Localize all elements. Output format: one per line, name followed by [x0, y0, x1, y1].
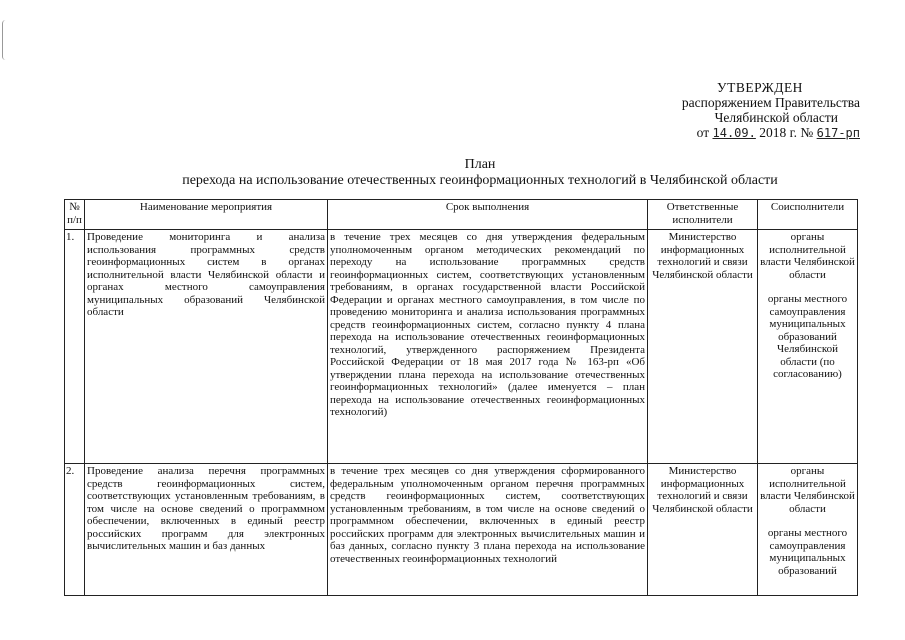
approval-title: УТВЕРЖДЕН [717, 80, 803, 95]
header-co-executors: Соисполнители [758, 200, 858, 230]
plan-title: План [464, 157, 496, 172]
header-responsible: Ответственные исполнители [648, 200, 758, 230]
row-num: 2. [65, 464, 85, 596]
row-deadline: в течение трех месяцев со дня утверждения федеральным уполномоченным органом методических рекомендаций по переходу на использование программных средств геоинформационных систем, соответствующих установленным требованиям, в органах государственной власти Российской Федерации и органах местного самоуправления, в том числе по проведению мониторинга и анализа использования программных средств геоинформационных систем, согласно пункту 4 плана перехода на использование отечественных геоинформационных технологий, утвержденного распоряжением Президента Российской Федерации от 18 мая 2017 года № 163-рп «Об утверждении плана перехода на использование отечественных геоинформационных технологий» (далее именуется – план перехода на использование отечественных геоинформационных технологий) [328, 230, 648, 464]
approval-line-2 [630, 110, 860, 125]
plan-heading [85, 157, 875, 189]
approval-number: 617-рп [816, 126, 860, 140]
row-responsible: Министерство информационных технологий и связи Челябинской области [648, 230, 758, 464]
co-executor-2: органы местного самоуправления муниципальных образований [767, 527, 848, 577]
row-num: 1. [65, 230, 85, 464]
table-row [65, 230, 858, 464]
approval-date: 14.09. [712, 126, 756, 140]
table-row [65, 464, 858, 596]
approval-date-line [630, 125, 860, 141]
co-executor-2: органы местного самоуправления муниципальных образований Челябинской области (по согласованию) [767, 293, 848, 380]
approval-line-1: распоряжением Правительства [681, 95, 860, 110]
row-name: Проведение мониторинга и анализа использования программных средств геоинформационных систем в органах исполнительной власти Челябинской области и органах местного самоуправления муниципальных образований Челябинской области [85, 230, 328, 464]
approval-stamp [630, 80, 860, 141]
plan-subtitle: перехода на использование отечественных геоинформационных технологий в Челябинской области [182, 173, 778, 188]
row-responsible: Министерство информационных технологий и связи Челябинской области [648, 464, 758, 596]
row-co-executors [758, 464, 858, 596]
table-header-row [65, 200, 858, 230]
header-deadline: Срок выполнения [328, 200, 648, 230]
row-co-executors [758, 230, 858, 464]
approval-prefix: от [696, 125, 710, 140]
co-executor-1: органы исполнительной власти Челябинской области [760, 465, 855, 515]
approval-year: 2018 г. № [759, 125, 814, 140]
approval-line-2-text: Челябинской области [714, 110, 838, 125]
plan-table [64, 199, 858, 596]
co-executor-1: органы исполнительной власти Челябинской области [760, 231, 855, 281]
header-num: № п/п [65, 200, 85, 230]
header-name: Наименование мероприятия [85, 200, 328, 230]
row-name: Проведение анализа перечня программных средств геоинформационных систем, соответствующих установленным требованиям, в том числе на основе сведений о программном обеспечении, включенных в единый реестр российских программ для электронных вычислительных машин и баз данных [85, 464, 328, 596]
page-edge-mark [2, 20, 9, 60]
row-deadline: в течение трех месяцев со дня утверждения сформированного федеральным уполномоченным органом перечня программных средств геоинформационных систем, соответствующих установленным требованиям, в том числе на основе сведений о программном обеспечении, включенных в единый реестр российских программ для электронных вычислительных машин и баз данных, согласно пункту 3 плана перехода на использование отечественных геоинформационных технологий [328, 464, 648, 596]
